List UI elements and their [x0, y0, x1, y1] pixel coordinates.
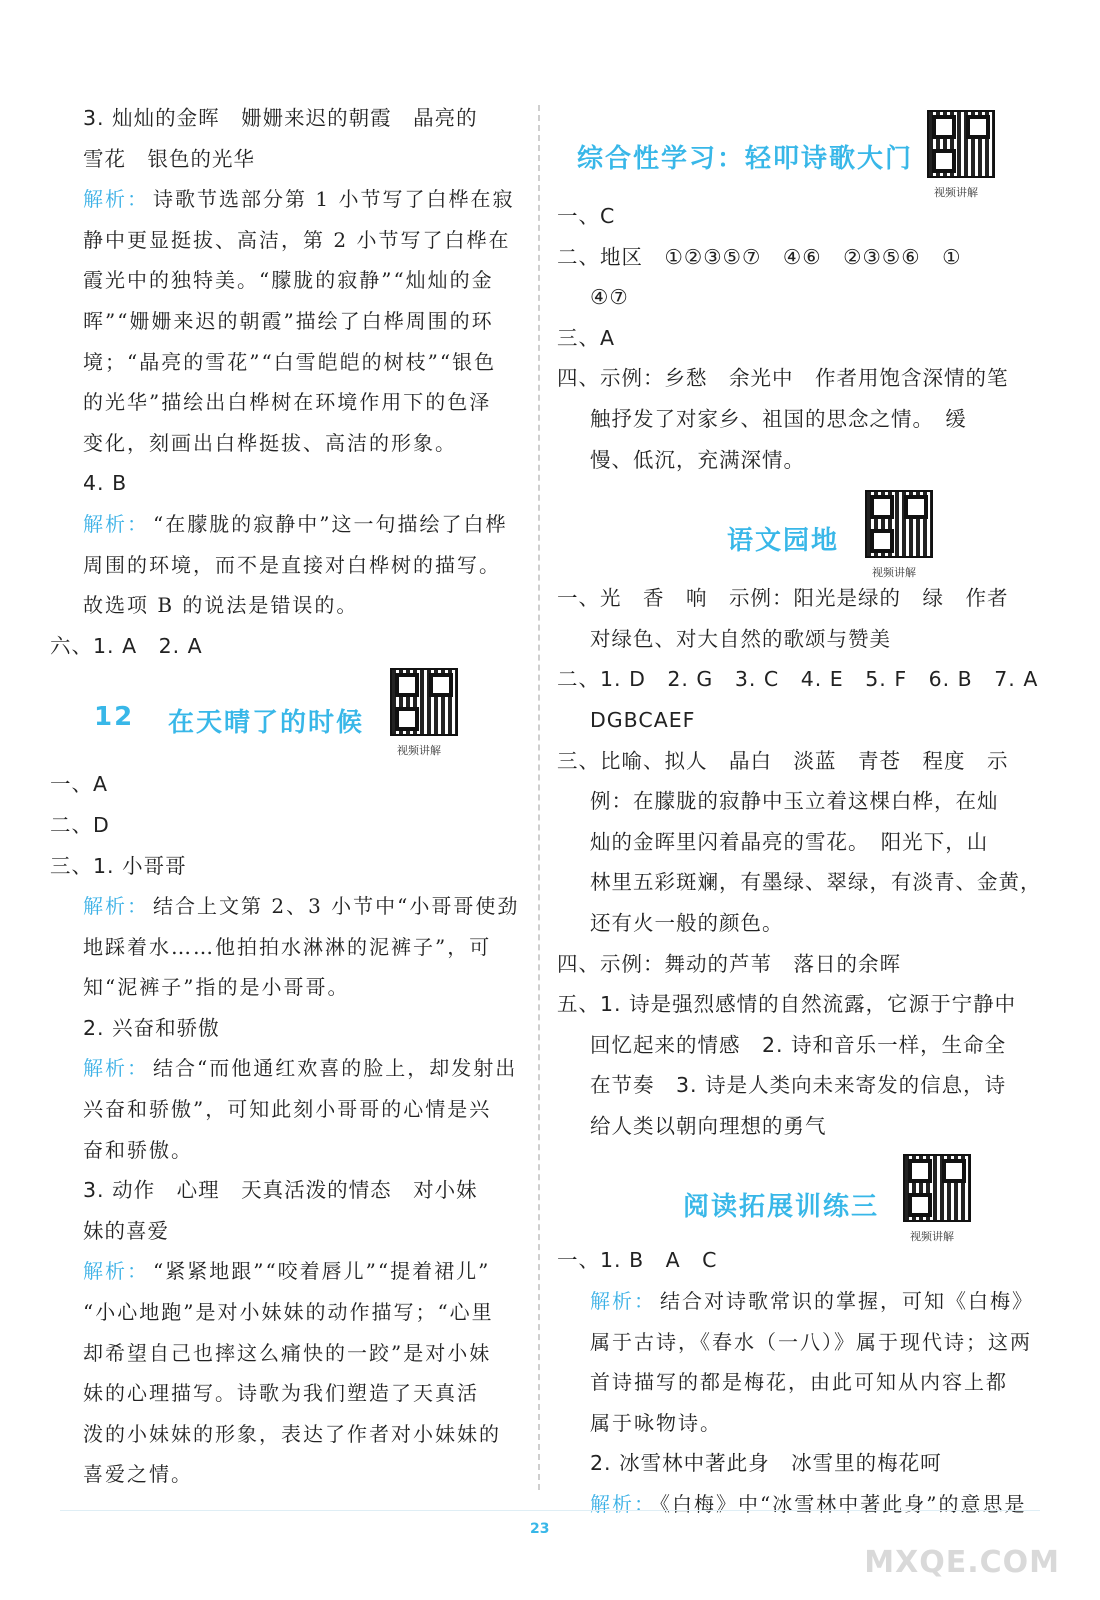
analysis-line — [50, 1454, 520, 1495]
section-header-garden — [557, 480, 1027, 578]
line-text: 地踩着水……他拍拍水淋淋的泥裤子”，可 — [83, 934, 492, 959]
analysis-line — [50, 1333, 520, 1374]
line-text: “小心地跑”是对小妹妹的动作描写；“心里 — [83, 1300, 494, 1325]
qr-caption: 视频讲解 — [934, 186, 978, 199]
answer-line — [557, 862, 1042, 903]
line-text: 2. 兴奋和骄傲 — [83, 1015, 220, 1040]
analysis-line — [557, 1322, 1032, 1363]
left-column — [50, 98, 520, 1495]
line-text: 霞光中的独特美。“朦胧的寂静”“灿灿的金 — [83, 268, 494, 293]
analysis-line — [50, 1130, 520, 1171]
section-title: 语文园地 — [727, 526, 840, 557]
answer-line — [50, 764, 520, 805]
line-text: 触抒发了对家乡、祖国的思念之情。 缓 — [590, 406, 967, 431]
line-text: 属于咏物诗。 — [590, 1410, 722, 1435]
answer-line — [557, 1106, 1027, 1147]
line-text: 四、示例：乡愁 余光中 作者用饱含深情的笔 — [557, 366, 1009, 391]
line-text: 结合“而他通红欢喜的脸上，却发射出 — [153, 1056, 518, 1081]
answer-line — [557, 659, 1039, 700]
line-text: 二、1. D 2. G 3. C 4. E 5. F 6. B 7. A — [557, 667, 1039, 692]
answer-line — [557, 578, 1027, 619]
line-text: 林里五彩斑斓，有墨绿、翠绿，有淡青、金黄， — [590, 870, 1042, 895]
section-header-comprehensive — [557, 8, 1027, 108]
line-text: 静中更显挺拔、高洁，第 2 小节写了白桦在 — [83, 227, 511, 252]
line-text: 慢、低沉，充满深情。 — [590, 447, 805, 472]
answer-line — [50, 846, 520, 887]
line-text: 在节奏 3. 诗是人类向未来寄发的信息，诗 — [590, 1073, 1007, 1098]
answer-line — [557, 358, 1027, 399]
analysis-line — [50, 301, 520, 342]
answer-line — [557, 619, 1027, 660]
line-text: 四、示例：舞动的芦苇 落日的余晖 — [557, 951, 901, 976]
analysis-line — [50, 927, 520, 968]
line-text: 周围的环境，而不是直接对白桦树的描写。 — [83, 552, 501, 577]
section-header-reading — [557, 1146, 1027, 1244]
answer-line — [557, 781, 1027, 822]
analysis-line — [50, 1048, 520, 1089]
analysis-line — [50, 423, 520, 464]
analysis-label: 解析： — [83, 894, 149, 919]
answer-line — [557, 1443, 1027, 1484]
analysis-line — [50, 1251, 520, 1292]
analysis-line — [50, 179, 520, 220]
line-text: 一、A — [50, 772, 109, 797]
analysis-line — [557, 1403, 1027, 1444]
line-text: “在朦胧的寂静中”这一句描绘了白桦 — [153, 511, 508, 536]
analysis-line — [50, 1292, 520, 1333]
line-text: 妹的心理描写。诗歌为我们塑造了天真活 — [83, 1381, 479, 1406]
line-text: 雪花 银色的光华 — [83, 146, 255, 171]
qr-code-icon[interactable] — [865, 490, 933, 558]
analysis-line — [50, 1373, 520, 1414]
line-text: 《白梅》中“冰雪林中著此身”的意思是 — [660, 1492, 1027, 1517]
qr-caption: 视频讲解 — [397, 744, 441, 758]
line-text: DGBCAEF — [590, 707, 696, 732]
line-text: 喜爱之情。 — [83, 1462, 193, 1487]
right-block-2 — [557, 578, 1042, 1146]
analysis-line — [50, 585, 520, 626]
line-text: 三、1. 小哥哥 — [50, 853, 187, 878]
analysis-label: 解析： — [83, 511, 149, 536]
section-header-poetry — [557, 98, 1027, 199]
line-text: 一、1. B A C — [557, 1248, 718, 1273]
answer-line — [557, 277, 1027, 318]
answer-line — [50, 1008, 520, 1049]
answer-line — [557, 1240, 1027, 1281]
line-text: 的光华”描绘出白桦树在环境作用下的色泽 — [83, 390, 492, 415]
qr-code-icon[interactable] — [903, 1154, 971, 1222]
line-text: 诗歌节选部分第 1 小节写了白桦在寂 — [153, 187, 515, 212]
qr-code-icon[interactable] — [927, 110, 995, 178]
analysis-line — [50, 220, 520, 261]
watermark: MXQE.COM — [864, 1545, 1060, 1580]
answer-line — [50, 463, 520, 504]
line-text: 妹的喜爱 — [83, 1218, 169, 1243]
analysis-line — [50, 1414, 520, 1455]
line-text: 灿的金晖里闪着晶亮的雪花。 阳光下，山 — [590, 829, 989, 854]
section-title: 综合性学习：轻叩诗歌大门 — [577, 144, 914, 174]
qr-code-icon[interactable] — [390, 668, 458, 736]
line-text: 五、1. 诗是强烈感情的自然流露，它源于宁静中 — [557, 992, 1017, 1017]
line-text: 结合上文第 2、3 小节中“小哥哥使劲 — [153, 894, 520, 919]
analysis-label: 解析： — [590, 1289, 656, 1314]
line-text: 二、D — [50, 812, 110, 837]
right-block-1 — [557, 196, 1027, 480]
answer-line — [50, 98, 520, 139]
line-text: 泼的小妹妹的形象，表达了作者对小妹妹的 — [83, 1421, 501, 1446]
section-header-12 — [50, 666, 520, 764]
answer-line — [50, 1170, 520, 1211]
answer-line — [557, 318, 1027, 359]
analysis-line — [557, 1362, 1027, 1403]
answer-line — [557, 822, 1027, 863]
right-column-content — [557, 98, 1042, 1525]
line-text: 晖”“姗姗来迟的朝霞”描绘了白桦周围的环 — [83, 308, 494, 333]
line-text: 给人类以朝向理想的勇气 — [590, 1113, 827, 1138]
answer-line — [557, 984, 1027, 1025]
analysis-line — [557, 1484, 1027, 1525]
analysis-line — [557, 1281, 1034, 1322]
line-text: 故选项 B 的说法是错误的。 — [83, 593, 359, 618]
section-title: 阅读拓展训练三 — [683, 1192, 880, 1223]
answer-line — [50, 805, 520, 846]
line-text: 境；“晶亮的雪花”“白雪皑皑的树枝”“银色 — [83, 349, 497, 374]
answer-line — [557, 440, 1027, 481]
line-text: 3. 灿灿的金晖 姗姗来迟的朝霞 晶亮的 — [83, 106, 478, 130]
analysis-label: 解析： — [83, 1056, 149, 1081]
left-block-2 — [50, 764, 520, 1495]
analysis-line — [50, 1089, 520, 1130]
answer-line — [557, 196, 1027, 237]
answer-line — [557, 237, 1027, 278]
line-text: 一、C — [557, 204, 616, 228]
line-text: 知“泥裤子”指的是小哥哥。 — [83, 975, 350, 1000]
line-text: 结合对诗歌常识的掌握，可知《白梅》 — [660, 1289, 1034, 1314]
qr-caption: 视频讲解 — [910, 1230, 954, 1244]
line-text: 六、1. A 2. A — [50, 633, 203, 658]
answer-line — [557, 944, 1027, 985]
page-number: 23 — [530, 1521, 550, 1537]
analysis-line — [50, 967, 520, 1008]
line-text: 一、光 香 响 示例：阳光是绿的 绿 作者 — [557, 586, 1009, 611]
section-number: 12 — [94, 702, 135, 733]
analysis-label: 解析： — [83, 1259, 149, 1284]
line-text: 还有火一般的颜色。 — [590, 910, 784, 935]
line-text: 变化，刻画出白桦挺拔、高洁的形象。 — [83, 430, 457, 455]
analysis-line — [50, 342, 520, 383]
line-text: 兴奋和骄傲”，可知此刻小哥哥的心情是兴 — [83, 1097, 492, 1122]
analysis-line — [50, 260, 520, 301]
left-block-1 — [50, 98, 520, 666]
line-text: 奋和骄傲。 — [83, 1137, 193, 1162]
answer-line — [50, 1211, 520, 1252]
answer-line — [50, 626, 520, 667]
line-text: “紧紧地跟”“咬着唇儿”“提着裙儿” — [153, 1259, 491, 1284]
answer-line — [557, 399, 1027, 440]
line-text: 却希望自己也摔这么痛快的一跤”是对小妹 — [83, 1340, 492, 1365]
qr-caption: 视频讲解 — [872, 566, 916, 580]
analysis-line — [50, 886, 520, 927]
line-text: 例：在朦胧的寂静中玉立着这棵白桦，在灿 — [590, 789, 999, 814]
analysis-label: 解析： — [590, 1492, 656, 1517]
line-text: 首诗描写的都是梅花，由此可知从内容上都 — [590, 1370, 1008, 1395]
line-text: 二、地区 ①②③⑤⑦ ④⑥ ②③⑤⑥ ① — [557, 244, 962, 269]
footer-rule — [60, 1510, 1040, 1511]
line-text: 属于古诗，《春水（一八）》属于现代诗；这两 — [590, 1329, 1032, 1354]
line-text: 3. 动作 心理 天真活泼的情态 对小妹 — [83, 1178, 478, 1203]
answer-line — [50, 139, 520, 180]
analysis-line — [50, 382, 520, 423]
line-text: 4. B — [83, 471, 128, 496]
line-text: 2. 冰雪林中著此身 冰雪里的梅花呵 — [590, 1451, 942, 1476]
line-text: 对绿色、对大自然的歌颂与赞美 — [590, 626, 891, 651]
answer-line — [557, 1065, 1027, 1106]
answer-line — [557, 700, 1027, 741]
line-text: 三、A — [557, 325, 616, 350]
line-text: 回忆起来的情感 2. 诗和音乐一样，生命全 — [590, 1032, 1007, 1057]
section-title: 在天晴了的时候 — [168, 708, 365, 739]
line-text: 三、比喻、拟人 晶白 淡蓝 青苍 程度 示 — [557, 748, 1009, 773]
answer-line — [557, 741, 1027, 782]
line-text: ④⑦ — [590, 285, 629, 310]
analysis-label: 解析： — [83, 187, 149, 212]
answer-line — [557, 1025, 1027, 1066]
analysis-line — [50, 545, 520, 586]
answer-line — [557, 903, 1027, 944]
column-divider — [538, 105, 540, 1490]
right-block-3 — [557, 1240, 1034, 1524]
analysis-line — [50, 504, 520, 545]
